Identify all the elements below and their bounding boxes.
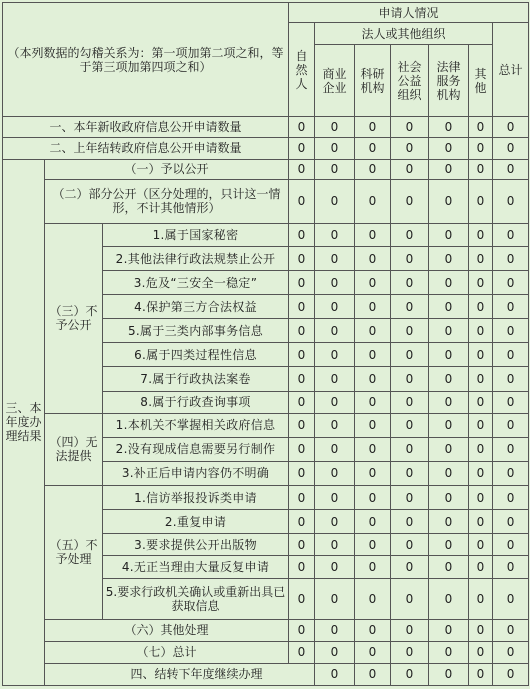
- cell-social: 0: [391, 413, 429, 437]
- group-label-withheld: （三）不予公开: [45, 223, 103, 413]
- cell-legal-service: 0: [429, 179, 469, 223]
- cell-business: 0: [315, 619, 355, 641]
- cell-social: 0: [391, 137, 429, 159]
- row-label: （七）总计: [45, 641, 289, 663]
- section-3-label: 三、本年度办理结果: [3, 159, 45, 685]
- group-label-not-processed: （五）不予处理: [45, 485, 103, 619]
- cell-research: 0: [355, 510, 391, 534]
- cell-other: 0: [469, 461, 493, 485]
- table-row: [3, 159, 529, 179]
- cell-legal-service: 0: [429, 437, 469, 461]
- cell-business: 0: [315, 391, 355, 413]
- cell-social: 0: [391, 556, 429, 579]
- cell-total: 0: [493, 367, 529, 391]
- cell-business: 0: [315, 117, 355, 137]
- cell-natural-person: 0: [289, 619, 315, 641]
- cell-natural-person: 0: [289, 534, 315, 556]
- row-label: 1.属于国家秘密: [103, 223, 289, 246]
- cell-other: 0: [469, 271, 493, 295]
- cell-research: 0: [355, 534, 391, 556]
- cell-legal-service: 0: [429, 485, 469, 509]
- cell-legal-service: 0: [429, 413, 469, 437]
- cell-other: 0: [469, 247, 493, 271]
- cell-research: 0: [355, 295, 391, 319]
- cell-legal-service: 0: [429, 579, 469, 619]
- cell-legal-service: 0: [429, 367, 469, 391]
- cell-business: 0: [315, 343, 355, 367]
- cell-legal-service: 0: [429, 534, 469, 556]
- cell-natural-person: 0: [289, 641, 315, 663]
- cell-business: 0: [315, 413, 355, 437]
- cell-social: 0: [391, 579, 429, 619]
- row-label: 一、本年新收政府信息公开申请数量: [3, 117, 289, 137]
- applicant-situation-header: 申请人情况: [289, 3, 529, 23]
- cell-other: 0: [469, 223, 493, 246]
- row-label: 7.属于行政执法案卷: [103, 367, 289, 391]
- table-row: [3, 117, 529, 137]
- cell-natural-person: 0: [289, 485, 315, 509]
- cell-business: 0: [315, 137, 355, 159]
- row-label: 6.属于四类过程性信息: [103, 343, 289, 367]
- cell-natural-person: 0: [289, 137, 315, 159]
- cell-natural-person: 0: [289, 461, 315, 485]
- cell-total: 0: [493, 619, 529, 641]
- cell-social: 0: [391, 534, 429, 556]
- cell-other: 0: [469, 137, 493, 159]
- cell-other: 0: [469, 485, 493, 509]
- cell-legal-service: 0: [429, 295, 469, 319]
- social-header: 社会公益组织: [391, 45, 429, 117]
- cell-natural-person: 0: [289, 343, 315, 367]
- cell-research: 0: [355, 391, 391, 413]
- cell-other: 0: [469, 159, 493, 179]
- research-header: 科研机构: [355, 45, 391, 117]
- table-row: [3, 223, 529, 246]
- cell-business: 0: [315, 461, 355, 485]
- cell-social: 0: [391, 159, 429, 179]
- cell-legal-service: 0: [429, 223, 469, 246]
- cell-research: 0: [355, 159, 391, 179]
- cell-research: 0: [355, 461, 391, 485]
- group-label-unable: （四）无法提供: [45, 413, 103, 485]
- cell-natural-person: 0: [289, 179, 315, 223]
- row-label: 8.属于行政查询事项: [103, 391, 289, 413]
- cell-other: 0: [469, 413, 493, 437]
- cell-business: 0: [315, 485, 355, 509]
- header-row-1: [3, 3, 529, 23]
- cell-social: 0: [391, 179, 429, 223]
- cell-social: 0: [391, 510, 429, 534]
- cell-total: 0: [493, 579, 529, 619]
- cell-social: 0: [391, 117, 429, 137]
- cell-total: 0: [493, 137, 529, 159]
- table-row: [3, 619, 529, 641]
- table-row: [3, 641, 529, 663]
- cell-natural-person: 0: [289, 556, 315, 579]
- cell-social: 0: [391, 295, 429, 319]
- cell-legal-service: 0: [429, 117, 469, 137]
- row-label: 2.其他法律行政法规禁止公开: [103, 247, 289, 271]
- row-label: 1.信访举报投诉类申请: [103, 485, 289, 509]
- cell-business: 0: [315, 223, 355, 246]
- cell-other: 0: [469, 319, 493, 343]
- cell-business: 0: [355, 663, 391, 685]
- cell-social: 0: [391, 461, 429, 485]
- table-row: [3, 485, 529, 509]
- cell-total: 0: [493, 461, 529, 485]
- cell-natural-person: 0: [289, 510, 315, 534]
- cell-business: 0: [315, 437, 355, 461]
- table-row: [3, 413, 529, 437]
- cell-research: 0: [355, 117, 391, 137]
- cell-social: 0: [391, 619, 429, 641]
- cell-total: 0: [493, 343, 529, 367]
- cell-research: 0: [355, 437, 391, 461]
- cell-other: 0: [469, 641, 493, 663]
- disclosure-statistics-table: [2, 2, 529, 686]
- cell-natural-person: 0: [315, 663, 355, 685]
- cell-research: 0: [355, 247, 391, 271]
- cell-research: 0: [355, 343, 391, 367]
- row-label: 2.没有现成信息需要另行制作: [103, 437, 289, 461]
- cell-legal-service: 0: [429, 247, 469, 271]
- cell-total: 0: [493, 179, 529, 223]
- cell-legal-service: 0: [429, 137, 469, 159]
- cell-social: 0: [429, 663, 469, 685]
- cell-other: 0: [469, 534, 493, 556]
- cell-research: 0: [355, 641, 391, 663]
- cell-business: 0: [315, 271, 355, 295]
- cell-other: 0: [469, 295, 493, 319]
- cell-social: 0: [391, 223, 429, 246]
- table-row: [3, 137, 529, 159]
- business-header: 商业企业: [315, 45, 355, 117]
- cell-research: 0: [355, 579, 391, 619]
- cell-legal-service: 0: [429, 619, 469, 641]
- cell-business: 0: [315, 319, 355, 343]
- legal-service-header: 法律服务机构: [429, 45, 469, 117]
- cell-other: 0: [469, 117, 493, 137]
- cell-business: 0: [315, 510, 355, 534]
- row-label: （二）部分公开（区分处理的，只计这一情形，不计其他情形）: [45, 179, 289, 223]
- row-label: 3.危及“三安全一稳定”: [103, 271, 289, 295]
- cell-natural-person: 0: [289, 413, 315, 437]
- cell-social: 0: [391, 343, 429, 367]
- cell-research: 0: [355, 367, 391, 391]
- cell-other: 0: [469, 391, 493, 413]
- cell-total: 0: [493, 510, 529, 534]
- cell-natural-person: 0: [289, 437, 315, 461]
- cell-natural-person: 0: [289, 159, 315, 179]
- cell-social: 0: [391, 319, 429, 343]
- cell-business: 0: [315, 295, 355, 319]
- cell-other: 0: [469, 556, 493, 579]
- cell-natural-person: 0: [289, 367, 315, 391]
- cell-business: 0: [315, 247, 355, 271]
- cell-total: 0: [493, 485, 529, 509]
- cell-social: 0: [391, 391, 429, 413]
- cell-business: 0: [315, 534, 355, 556]
- cell-business: 0: [315, 556, 355, 579]
- cell-other: 0: [469, 343, 493, 367]
- cell-other: 0: [469, 437, 493, 461]
- cell-total: 0: [493, 391, 529, 413]
- legal-org-header: 法人或其他组织: [315, 23, 493, 45]
- cell-natural-person: 0: [289, 391, 315, 413]
- cell-research: 0: [355, 485, 391, 509]
- cell-research: 0: [355, 271, 391, 295]
- row-label: 二、上年结转政府信息公开申请数量: [3, 137, 289, 159]
- cell-legal-service: 0: [429, 391, 469, 413]
- row-label: 4.保护第三方合法权益: [103, 295, 289, 319]
- cell-legal-service: 0: [469, 663, 493, 685]
- row-label: 5.要求行政机关确认或重新出具已获取信息: [103, 579, 289, 619]
- cell-other: 0: [493, 663, 529, 685]
- row-label: （六）其他处理: [45, 619, 289, 641]
- cell-natural-person: 0: [289, 319, 315, 343]
- cell-research: 0: [355, 137, 391, 159]
- cell-natural-person: 0: [289, 295, 315, 319]
- cell-total: 0: [493, 556, 529, 579]
- cell-research: 0: [355, 619, 391, 641]
- cell-research: 0: [355, 319, 391, 343]
- other-header: 其他: [469, 45, 493, 117]
- cell-social: 0: [391, 271, 429, 295]
- cell-total: 0: [493, 271, 529, 295]
- row-label: 2.重复申请: [103, 510, 289, 534]
- cell-social: 0: [391, 485, 429, 509]
- cell-social: 0: [391, 247, 429, 271]
- cell-research: 0: [355, 556, 391, 579]
- cell-natural-person: 0: [289, 247, 315, 271]
- cell-research: 0: [355, 179, 391, 223]
- cell-total: 0: [493, 437, 529, 461]
- row-label: 5.属于三类内部事务信息: [103, 319, 289, 343]
- cell-social: 0: [391, 641, 429, 663]
- cell-total: 0: [493, 117, 529, 137]
- row-label: 四、结转下年度继续办理: [45, 663, 315, 685]
- cell-total: 0: [493, 534, 529, 556]
- cell-other: 0: [469, 579, 493, 619]
- cell-total: 0: [493, 319, 529, 343]
- table-row: [3, 179, 529, 223]
- cell-research: 0: [355, 413, 391, 437]
- cell-legal-service: 0: [429, 319, 469, 343]
- cell-natural-person: 0: [289, 579, 315, 619]
- total-header: 总计: [493, 23, 529, 117]
- cell-social: 0: [391, 367, 429, 391]
- cell-total: 0: [493, 413, 529, 437]
- cell-natural-person: 0: [289, 117, 315, 137]
- cell-other: 0: [469, 619, 493, 641]
- cell-legal-service: 0: [429, 556, 469, 579]
- cell-total: 0: [493, 295, 529, 319]
- row-label: 4.无正当理由大量反复申请: [103, 556, 289, 579]
- cell-other: 0: [469, 367, 493, 391]
- cell-legal-service: 0: [429, 641, 469, 663]
- cell-natural-person: 0: [289, 223, 315, 246]
- cell-business: 0: [315, 179, 355, 223]
- natural-person-header: 自然人: [289, 23, 315, 117]
- row-label: 3.补正后申请内容仍不明确: [103, 461, 289, 485]
- cell-business: 0: [315, 641, 355, 663]
- cell-business: 0: [315, 579, 355, 619]
- row-label: 1.本机关不掌握相关政府信息: [103, 413, 289, 437]
- row-label: （一）予以公开: [45, 159, 289, 179]
- table-row: [3, 663, 529, 685]
- cell-research: 0: [391, 663, 429, 685]
- cell-legal-service: 0: [429, 159, 469, 179]
- cell-other: 0: [469, 179, 493, 223]
- cell-legal-service: 0: [429, 271, 469, 295]
- cell-total: 0: [493, 159, 529, 179]
- cell-total: 0: [493, 223, 529, 246]
- cell-legal-service: 0: [429, 343, 469, 367]
- cell-business: 0: [315, 159, 355, 179]
- cell-legal-service: 0: [429, 461, 469, 485]
- cell-social: 0: [391, 437, 429, 461]
- cell-total: 0: [493, 247, 529, 271]
- cell-research: 0: [355, 223, 391, 246]
- cell-natural-person: 0: [289, 271, 315, 295]
- row-label: 3.要求提供公开出版物: [103, 534, 289, 556]
- cell-other: 0: [469, 510, 493, 534]
- relation-note: （本列数据的勾稽关系为：第一项加第二项之和，等于第三项加第四项之和）: [3, 3, 289, 117]
- cell-legal-service: 0: [429, 510, 469, 534]
- cell-total: 0: [493, 641, 529, 663]
- cell-business: 0: [315, 367, 355, 391]
